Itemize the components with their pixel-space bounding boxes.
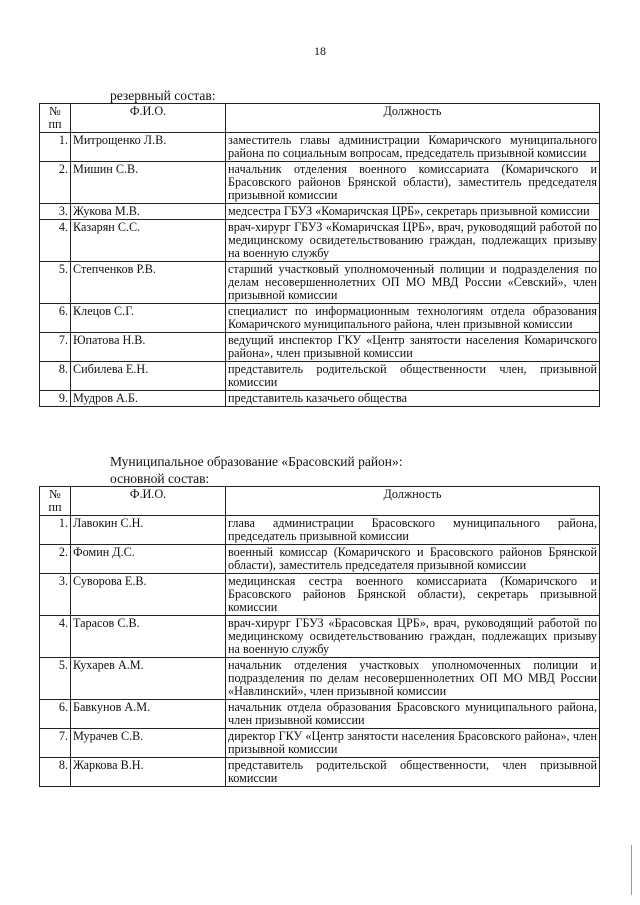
row-name: Лавокин С.Н.	[71, 516, 226, 545]
table-row	[40, 304, 600, 333]
table-header-row	[40, 104, 600, 133]
table-row	[40, 162, 600, 204]
row-num: 1.	[40, 133, 71, 162]
row-position: специалист по информационным технологиям отдела образования Комаричского муниципального района, член призывной комиссии	[226, 304, 600, 333]
row-name: Митрощенко Л.В.	[71, 133, 226, 162]
row-position: заместитель главы администрации Комаричского муниципального района по социальным вопросам, председатель призывной комиссии	[226, 133, 600, 162]
row-name: Суворова Е.В.	[71, 574, 226, 616]
row-name: Клецов С.Г.	[71, 304, 226, 333]
row-position: директор ГКУ «Центр занятости населения Брасовского района», член призывной комиссии	[226, 729, 600, 758]
row-num: 5.	[40, 658, 71, 700]
column-header-name: Ф.И.О.	[71, 104, 226, 133]
row-position: военный комиссар (Комаричского и Брасовского районов Брянской области), заместитель председателя призывной комиссии	[226, 545, 600, 574]
row-name: Жаркова В.Н.	[71, 758, 226, 787]
row-name: Фомин Д.С.	[71, 545, 226, 574]
column-header-position: Должность	[226, 487, 600, 516]
column-header-num: № пп	[40, 487, 71, 516]
main-composition-heading: основной состав:	[110, 471, 210, 486]
table-row	[40, 545, 600, 574]
reserve-table	[39, 103, 600, 407]
row-num: 4.	[40, 616, 71, 658]
row-num: 3.	[40, 204, 71, 220]
row-position: старший участковый уполномоченный полиции и подразделения по делам несовершеннолетних ОП МО МВД России «Севский», член призывной комиссии	[226, 262, 600, 304]
row-name: Тарасов С.В.	[71, 616, 226, 658]
table-row	[40, 204, 600, 220]
table-row	[40, 758, 600, 787]
row-position: медицинская сестра военного комиссариата (Комаричского и Брасовского районов Брянской области), секретарь призывной комиссии	[226, 574, 600, 616]
table-row	[40, 220, 600, 262]
row-position: глава администрации Брасовского муниципального района, председатель призывной комиссии	[226, 516, 600, 545]
row-num: 6.	[40, 700, 71, 729]
main-table	[39, 486, 600, 787]
row-name: Мишин С.В.	[71, 162, 226, 204]
row-name: Сибилева Е.Н.	[71, 362, 226, 391]
row-num: 7.	[40, 333, 71, 362]
row-name: Кухарев А.М.	[71, 658, 226, 700]
table-row	[40, 658, 600, 700]
table-row	[40, 362, 600, 391]
municipality-heading: Муниципальное образование «Брасовский район»:	[110, 454, 403, 469]
column-header-name: Ф.И.О.	[71, 487, 226, 516]
row-name: Бавкунов А.М.	[71, 700, 226, 729]
row-name: Степченков Р.В.	[71, 262, 226, 304]
row-num: 8.	[40, 758, 71, 787]
row-position: врач-хирург ГБУЗ «Комаричская ЦРБ», врач, руководящий работой по медицинскому освидетельствованию граждан, подлежащих призыву на военную службу	[226, 220, 600, 262]
table-row	[40, 133, 600, 162]
table-row	[40, 333, 600, 362]
row-name: Юпатова Н.В.	[71, 333, 226, 362]
column-header-num: № пп	[40, 104, 71, 133]
table-row	[40, 700, 600, 729]
row-num: 2.	[40, 162, 71, 204]
row-num: 2.	[40, 545, 71, 574]
scan-edge-mark	[631, 845, 632, 895]
row-num: 9.	[40, 391, 71, 407]
row-name: Мурачев С.В.	[71, 729, 226, 758]
row-position: представитель родительской общественности член, призывной комиссии	[226, 362, 600, 391]
row-position: ведущий инспектор ГКУ «Центр занятости населения Комаричского района», член призывной комиссии	[226, 333, 600, 362]
page-number: 18	[314, 44, 326, 58]
row-position: начальник отдела образования Брасовского муниципального района, член призывной комиссии	[226, 700, 600, 729]
reserve-heading: резервный состав:	[110, 88, 216, 103]
table-row	[40, 574, 600, 616]
row-num: 7.	[40, 729, 71, 758]
column-header-position: Должность	[226, 104, 600, 133]
row-num: 5.	[40, 262, 71, 304]
row-num: 1.	[40, 516, 71, 545]
row-position: представитель родительской общественности, член призывной комиссии	[226, 758, 600, 787]
row-position: врач-хирург ГБУЗ «Брасовская ЦРБ», врач, руководящий работой по медицинскому освидетельствованию граждан, подлежащих призыву на военную службу	[226, 616, 600, 658]
row-num: 4.	[40, 220, 71, 262]
row-position: медсестра ГБУЗ «Комаричская ЦРБ», секретарь призывной комиссии	[226, 204, 600, 220]
table-row	[40, 729, 600, 758]
row-num: 8.	[40, 362, 71, 391]
table-row	[40, 616, 600, 658]
table-row	[40, 262, 600, 304]
row-name: Казарян С.С.	[71, 220, 226, 262]
row-position: начальник отделения военного комиссариата (Комаричского и Брасовского районов Брянской области), заместитель председателя призывной комиссии	[226, 162, 600, 204]
table-row	[40, 516, 600, 545]
table-row	[40, 391, 600, 407]
row-position: начальник отделения участковых уполномоченных полиции и подразделения по делам несовершеннолетних ОП МО МВД России «Навлинский», член призывной комиссии	[226, 658, 600, 700]
row-name: Мудров А.Б.	[71, 391, 226, 407]
row-num: 3.	[40, 574, 71, 616]
row-position: представитель казачьего общества	[226, 391, 600, 407]
table-header-row	[40, 487, 600, 516]
row-name: Жукова М.В.	[71, 204, 226, 220]
row-num: 6.	[40, 304, 71, 333]
